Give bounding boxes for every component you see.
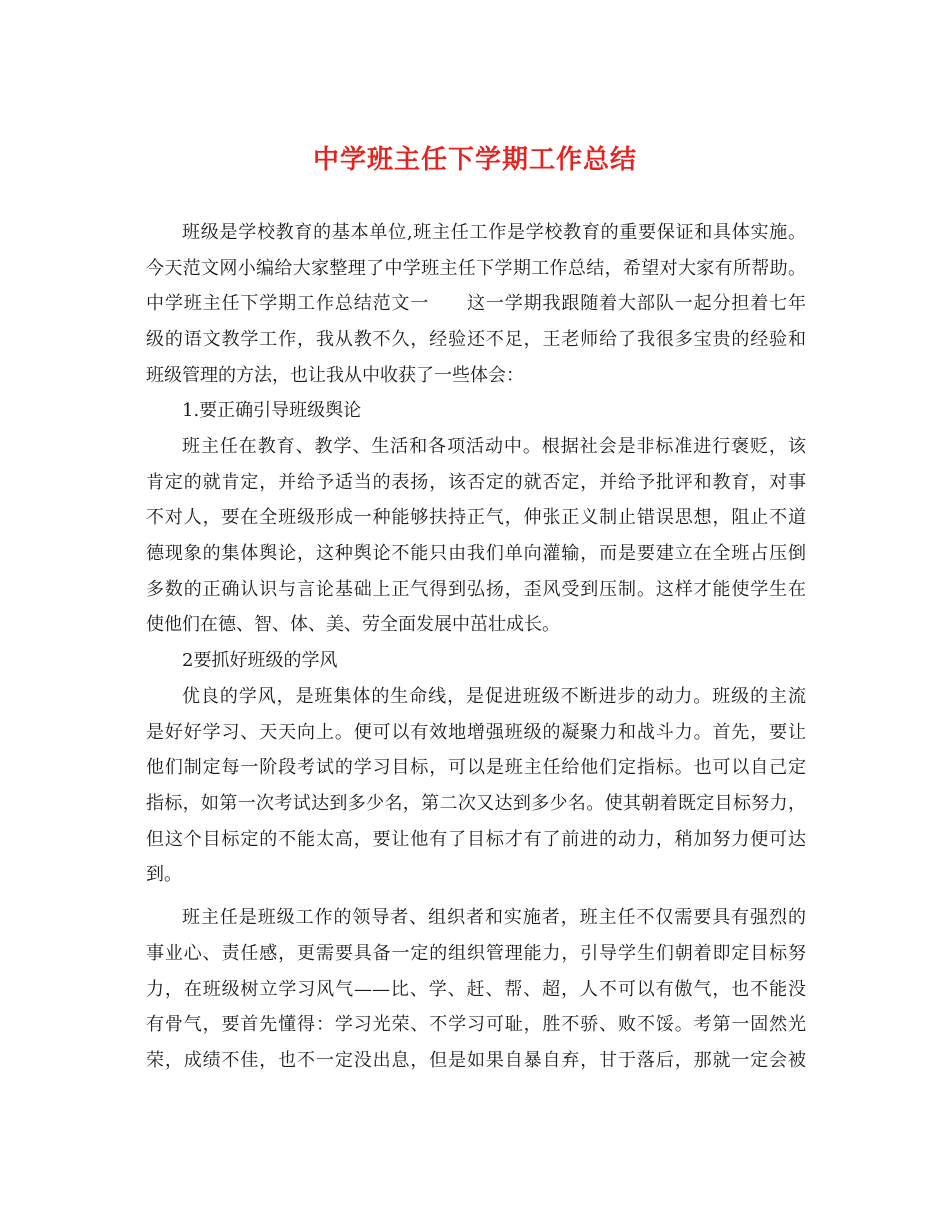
text-line: 事业心、责任感，更需要具备一定的组织管理能力，引导学生们朝着即定目标努 — [146, 943, 806, 964]
text-line: 到。 — [146, 864, 182, 885]
text-line: 班主任在教育、教学、生活和各项活动中。根据社会是非标准进行褒贬，该 — [182, 436, 806, 457]
section-heading: 1.要正确引导班级舆论 — [182, 400, 362, 421]
text-line: 班主任是班级工作的领导者、组织者和实施者，班主任不仅需要具有强烈的 — [182, 907, 806, 928]
text-line: 德现象的集体舆论，这种舆论不能只由我们单向灌输，而是要建立在全班占压倒 — [146, 543, 806, 564]
text-line: 他们制定每一阶段考试的学习目标，可以是班主任给他们定指标。也可以自己定 — [146, 757, 806, 778]
text-line: 班级是学校教育的基本单位,班主任工作是学校教育的重要保证和具体实施。 — [182, 222, 806, 243]
text-line: 优良的学风，是班集体的生命线，是促进班级不断进步的动力。班级的主流 — [182, 686, 806, 707]
text-line: 有骨气，要首先懂得：学习光荣、不学习可耻，胜不骄、败不馁。考第一固然光 — [146, 1014, 806, 1035]
text-line: 班级管理的方法，也让我从中收获了一些体会： — [146, 365, 524, 386]
text-line: 是好好学习、天天向上。便可以有效地增强班级的凝聚力和战斗力。首先，要让 — [146, 722, 806, 743]
section-heading: 2要抓好班级的学风 — [182, 650, 338, 671]
text-line: 力，在班级树立学习风气——比、学、赶、帮、超，人不可以有傲气，也不能没 — [146, 979, 806, 1000]
text-line: 使他们在德、智、体、美、劳全面发展中茁壮成长。 — [146, 614, 560, 635]
text-line: 今天范文网小编给大家整理了中学班主任下学期工作总结，希望对大家有所帮助。 — [146, 258, 806, 279]
text-line: 指标，如第一次考试达到多少名，第二次又达到多少名。使其朝着既定目标努力， — [146, 793, 806, 814]
text-line: 荣，成绩不佳，也不一定没出息，但是如果自暴自弃，甘于落后，那就一定会被 — [146, 1050, 806, 1071]
text-line: 级的语文教学工作，我从教不久，经验还不足，王老师给了我很多宝贵的经验和 — [146, 329, 806, 350]
text-line: 多数的正确认识与言论基础上正气得到弘扬，歪风受到压制。这样才能使学生在 — [146, 579, 806, 600]
text-line: 不对人，要在全班级形成一种能够扶持正气，伸张正义制止错误思想，阻止不道 — [146, 507, 806, 528]
text-line: 但这个目标定的不能太高，要让他有了目标才有了前进的动力，稍加努力便可达 — [146, 829, 806, 850]
text-line: 肯定的就肯定，并给予适当的表扬，该否定的就否定，并给予批评和教育，对事 — [146, 472, 806, 493]
text-line: 中学班主任下学期工作总结范文一 这一学期我跟随着大部队一起分担着七年 — [146, 293, 806, 314]
document-title: 中学班主任下学期工作总结 — [312, 145, 637, 175]
